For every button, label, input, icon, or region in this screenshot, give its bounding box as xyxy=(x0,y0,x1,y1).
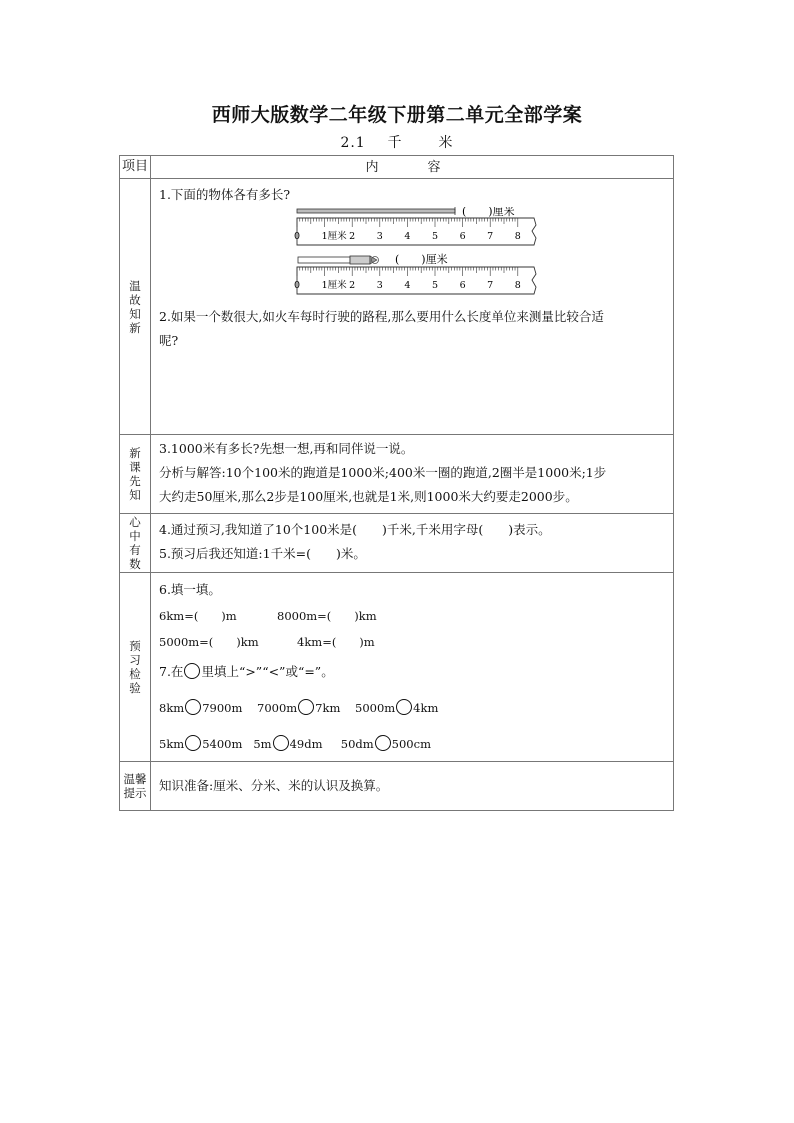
section-review-label-cell xyxy=(120,179,151,435)
fill-row-2 xyxy=(159,629,667,655)
pen-grip xyxy=(350,256,370,264)
ruler-tick-label: 0 xyxy=(293,231,301,242)
header-item-cell xyxy=(120,156,151,179)
question-6: 6.填一填。 xyxy=(159,582,221,597)
section-know-content xyxy=(151,514,674,573)
ruler-tick-label: 6 xyxy=(459,280,466,291)
question-7-suffix: 里填上“>”“<”或“=”。 xyxy=(201,664,334,679)
ruler-2 xyxy=(294,252,536,294)
header-content-label: 内 容 xyxy=(365,160,459,175)
analysis-line-1: 分析与解答:10个100米的跑道是1000米;400米一圈的跑道,2圈半是1000米;1步 xyxy=(159,465,607,480)
ruler-1-ticks xyxy=(294,218,521,242)
ruler-tick-label: 2 xyxy=(349,231,356,242)
compare-circle-icon[interactable] xyxy=(185,735,201,751)
analysis-line-2: 大约走50厘米,那么2步是100厘米,也就是1米,则1000米大约要走2000步。 xyxy=(159,489,578,504)
lesson-number: 2.1 xyxy=(340,135,366,151)
section-tip-label-cell xyxy=(120,762,151,811)
compare-row-1 xyxy=(159,695,667,721)
compare-item: 5000m 4km xyxy=(355,701,439,715)
compare-item: 50dm 500cm xyxy=(340,737,431,751)
section-check-content xyxy=(151,573,674,762)
section-check-label-cell xyxy=(120,573,151,762)
compare-row-2 xyxy=(159,731,667,757)
ruler-tick-label: 2 xyxy=(349,280,356,291)
study-plan-table xyxy=(119,155,674,811)
fill-row-1 xyxy=(159,603,667,629)
ruler-tick-label: 4 xyxy=(404,280,411,291)
compare-circle-icon[interactable] xyxy=(273,735,289,751)
compare-circle-icon[interactable] xyxy=(396,699,412,715)
question-4: 4.通过预习,我知道了10个100米是( )千米,千米用字母( )表示。 xyxy=(159,522,551,537)
ruler-tick-label: 6 xyxy=(459,231,466,242)
section-preview-content xyxy=(151,435,674,514)
compare-item: 8km 7900m xyxy=(159,701,243,715)
lesson-name-a: 千 xyxy=(387,135,403,151)
header-item-label: 项目 xyxy=(121,159,148,174)
ruler-tick-label: 1厘米 xyxy=(321,280,347,291)
fill-item: 5000m=( )km xyxy=(159,635,259,649)
section-tip-row xyxy=(120,762,674,811)
question-7-prefix: 7.在 xyxy=(159,664,184,679)
section-preview-label: 新课先知 xyxy=(129,446,141,502)
ruler-tick-label: 8 xyxy=(514,231,521,242)
ruler-tick-label: 5 xyxy=(431,231,439,242)
ruler-1 xyxy=(294,207,536,245)
ruler-tick-label: 7 xyxy=(487,280,494,291)
section-tip-label-line-1: 温馨 xyxy=(123,772,147,786)
ruler-1-answer: ( )厘米 xyxy=(462,207,515,218)
fill-item: 4km=( )m xyxy=(297,635,375,649)
ruler-tick-label: 8 xyxy=(514,280,521,291)
compare-circle-icon[interactable] xyxy=(375,735,391,751)
section-review-label: 温故知新 xyxy=(129,278,141,335)
question-2-line-2: 呢? xyxy=(159,333,179,348)
section-know-row xyxy=(120,514,674,573)
ruler-tick-label: 4 xyxy=(404,231,411,242)
question-1: 1.下面的物体各有多长? xyxy=(159,187,291,202)
tip-text: 知识准备:厘米、分米、米的认识及换算。 xyxy=(159,778,389,793)
question-2-line-1: 2.如果一个数很大,如火车每时行驶的路程,那么要用什么长度单位来测量比较合适 xyxy=(159,309,604,324)
table-header-row xyxy=(120,156,674,179)
compare-item: 5m 49dm xyxy=(253,737,323,751)
section-preview-row xyxy=(120,435,674,514)
question-5: 5.预习后我还知道:1千米=( )米。 xyxy=(159,546,366,561)
compare-item: 5km 5400m xyxy=(159,737,243,751)
measured-rod xyxy=(297,209,455,213)
blank-circle-icon xyxy=(184,663,200,679)
ruler-tick-label: 7 xyxy=(487,231,494,242)
ruler-tick-label: 5 xyxy=(431,280,439,291)
pen-barrel xyxy=(298,257,350,263)
fill-item: 6km=( )m xyxy=(159,609,237,623)
fill-item: 8000m=( )km xyxy=(277,609,377,623)
ruler-tick-label: 1厘米 xyxy=(321,231,347,242)
question-7 xyxy=(159,659,667,685)
ruler-tick-label: 3 xyxy=(376,280,383,291)
rulers-figure xyxy=(289,207,539,303)
ruler-2-ticks xyxy=(294,267,521,291)
section-check-label: 预习检验 xyxy=(129,639,141,695)
section-tip-label-line-2: 提示 xyxy=(123,786,147,800)
compare-item: 7000m 7km xyxy=(257,701,341,715)
compare-circle-icon[interactable] xyxy=(298,699,314,715)
section-tip-content xyxy=(151,762,674,811)
section-know-label: 心中有数 xyxy=(129,515,141,571)
section-preview-label-cell xyxy=(120,435,151,514)
section-check-row xyxy=(120,573,674,762)
document-title: 西师大版数学二年级下册第二单元全部学案 xyxy=(211,104,583,126)
ruler-tick-label: 3 xyxy=(376,231,383,242)
ruler-2-answer: ( )厘米 xyxy=(395,253,448,266)
header-content-cell xyxy=(151,156,674,179)
rulers-svg xyxy=(289,207,539,303)
lesson-name-b: 米 xyxy=(438,135,454,151)
compare-circle-icon[interactable] xyxy=(185,699,201,715)
section-review-row xyxy=(120,179,674,435)
section-review-content xyxy=(151,179,674,435)
question-3: 3.1000米有多长?先想一想,再和同伴说一说。 xyxy=(159,441,414,456)
ruler-tick-label: 0 xyxy=(293,280,301,291)
lesson-subtitle xyxy=(0,132,794,152)
section-know-label-cell xyxy=(120,514,151,573)
